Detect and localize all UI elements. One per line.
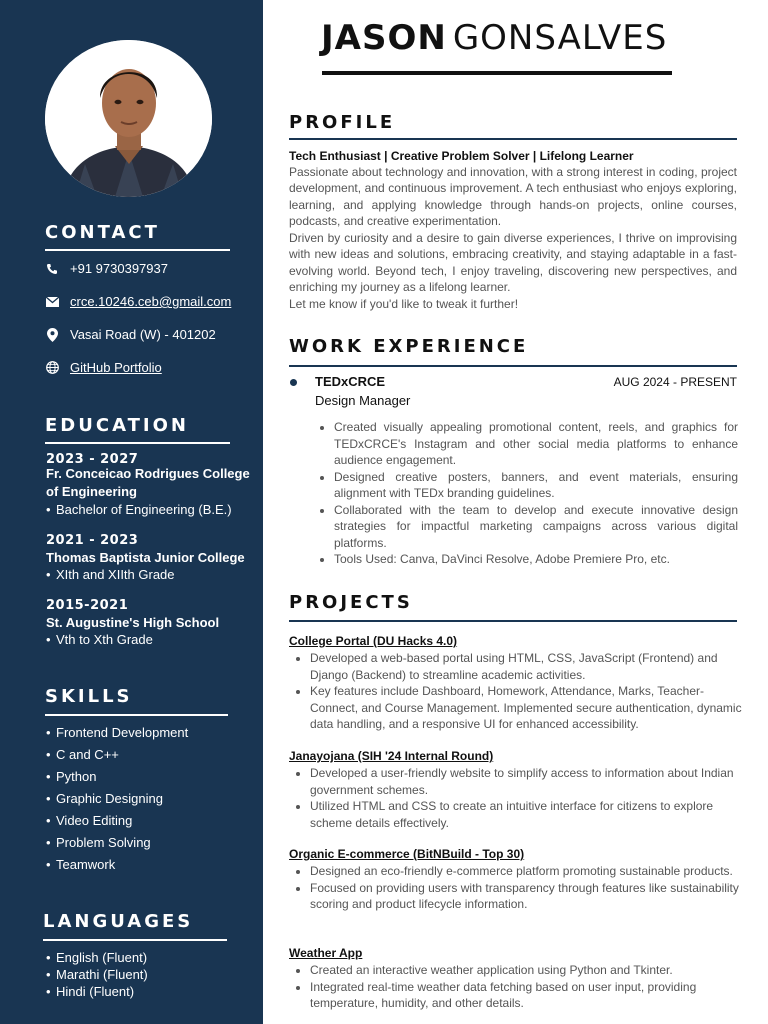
project-bullet: • Focused on providing users with transparency through features like sustainability scoring and product lifecycle information. xyxy=(310,880,749,913)
profile-photo-illustration xyxy=(45,40,212,197)
projects-divider xyxy=(289,620,737,622)
skill-item: • Graphic Designing xyxy=(46,788,188,810)
education-school: St. Augustine's High School xyxy=(46,615,220,630)
education-detail: • Bachelor of Engineering (B.E.) xyxy=(46,502,232,517)
project-bullets xyxy=(289,863,749,913)
last-name: GONSALVES xyxy=(452,18,668,58)
skill-item: • Teamwork xyxy=(46,854,188,876)
work-bullet: • Tools Used: Canva, DaVinci Resolve, Adobe Premiere Pro, etc. xyxy=(334,551,738,568)
skills-divider xyxy=(45,714,228,716)
address-text: Vasai Road (W) - 401202 xyxy=(70,327,216,342)
github-link[interactable]: GitHub Portfolio xyxy=(70,360,162,375)
name-underline xyxy=(322,71,672,75)
education-dates: 2015-2021 xyxy=(46,598,129,613)
education-school: Thomas Baptista Junior College xyxy=(46,550,245,565)
languages-heading: LANGUAGES xyxy=(43,911,194,932)
education-dates: 2021 - 2023 xyxy=(46,533,139,548)
profile-tagline: Tech Enthusiast | Creative Problem Solver | Lifelong Learner xyxy=(289,149,634,163)
phone-text: +91 9730397937 xyxy=(70,261,168,276)
education-dates: 2023 - 2027 xyxy=(46,452,139,467)
language-item: • Marathi (Fluent) xyxy=(46,966,148,983)
project-title: Organic E-commerce (BitNBuild - Top 30) xyxy=(289,847,525,861)
work-bullet: • Created visually appealing promotional content, reels, and graphics for TEDxCRCE's Instagram and other social media platforms to enhance audience engagement. xyxy=(334,419,738,469)
project-title: Weather App xyxy=(289,946,363,960)
skills-list xyxy=(46,722,188,876)
skill-item: • C and C++ xyxy=(46,744,188,766)
main-content xyxy=(263,0,768,1024)
profile-paragraph: Passionate about technology and innovation, with a strong interest in coding, project development, and continuous improvement. A tech enthusiast who enjoys exploring, learning, and applying knowledge through hands-on projects, online courses, podcasts, and creative experimentation. xyxy=(289,165,737,228)
skill-item: • Video Editing xyxy=(46,810,188,832)
contact-github[interactable] xyxy=(45,360,162,375)
candidate-name xyxy=(321,18,667,58)
timeline-dot xyxy=(290,379,297,386)
email-link[interactable]: crce.10246.ceb@gmail.com xyxy=(70,294,232,309)
skill-item: • Python xyxy=(46,766,188,788)
project-title: Janayojana (SIH '24 Internal Round) xyxy=(289,749,494,763)
language-item: • English (Fluent) xyxy=(46,949,148,966)
education-school: Fr. Conceicao Rodrigues College of Engineering xyxy=(46,466,250,499)
profile-divider xyxy=(289,138,737,140)
contact-email[interactable] xyxy=(45,294,231,309)
work-divider xyxy=(289,365,737,367)
project-bullet: • Developed a web-based portal using HTML, CSS, JavaScript (Frontend) and Django (Backend) to streamline academic activities. xyxy=(310,650,749,683)
work-bullet: • Designed creative posters, banners, and event materials, ensuring alignment with TEDx branding guidelines. xyxy=(334,469,738,502)
first-name: JASON xyxy=(321,18,447,58)
phone-icon xyxy=(45,262,59,276)
education-divider xyxy=(45,442,230,444)
skill-item: • Frontend Development xyxy=(46,722,188,744)
languages-list xyxy=(46,949,148,1000)
project-bullets xyxy=(289,765,749,831)
profile-heading: PROFILE xyxy=(289,112,396,133)
work-role: Design Manager xyxy=(315,393,411,408)
project-bullet: • Created an interactive weather application using Python and Tkinter. xyxy=(310,962,749,979)
globe-icon xyxy=(45,361,59,375)
work-dates: AUG 2024 - PRESENT xyxy=(613,375,737,389)
project-bullet: • Designed an eco-friendly e-commerce platform promoting sustainable products. xyxy=(310,863,749,880)
profile-photo xyxy=(45,40,212,197)
project-title: College Portal (DU Hacks 4.0) xyxy=(289,634,458,648)
education-detail: • Vth to Xth Grade xyxy=(46,632,153,647)
project-bullet: • Developed a user-friendly website to simplify access to information about Indian government schemes. xyxy=(310,765,749,798)
education-detail: • XIth and XIIth Grade xyxy=(46,567,175,582)
contact-address xyxy=(45,327,216,342)
project-bullet: • Integrated real-time weather data fetching based on user input, providing temperature, humidity, and other details. xyxy=(310,979,749,1012)
project-bullet: • Utilized HTML and CSS to create an intuitive interface for citizens to explore scheme details effectively. xyxy=(310,798,749,831)
project-bullets xyxy=(289,962,749,1012)
contact-phone xyxy=(45,261,168,276)
work-heading: WORK EXPERIENCE xyxy=(289,336,529,357)
project-bullet: • Key features include Dashboard, Homework, Attendance, Marks, Teacher-Connect, and Course Management. Implemented secure authentication, dynamic data handling, and a responsive UI for enhanced accessibility. xyxy=(310,683,749,733)
location-pin-icon xyxy=(45,328,59,342)
education-heading: EDUCATION xyxy=(45,415,189,436)
languages-divider xyxy=(43,939,227,941)
projects-heading: PROJECTS xyxy=(289,592,413,613)
skill-item: • Problem Solving xyxy=(46,832,188,854)
work-bullet: • Collaborated with the team to develop and execute innovative design strategies for impactful marketing campaigns across various digital platforms. xyxy=(334,502,738,552)
profile-paragraph: Driven by curiosity and a desire to gain diverse experiences, I thrive on improvising with new ideas and solutions, embracing creativity, and staying adaptable in a fast-evolving world. Beyond tech, I enjoy traveling, discovering new perspectives, and enriching my journey as a lifelong learner. xyxy=(289,231,737,294)
work-organization: TEDxCRCE xyxy=(315,374,386,389)
contact-divider xyxy=(45,249,230,251)
mail-icon xyxy=(45,295,59,309)
project-bullets xyxy=(289,650,749,733)
work-bullets xyxy=(315,419,738,568)
contact-heading: CONTACT xyxy=(45,222,160,243)
profile-paragraph: Let me know if you'd like to tweak it further! xyxy=(289,297,519,311)
skills-heading: SKILLS xyxy=(45,686,133,707)
sidebar xyxy=(0,0,263,1024)
language-item: • Hindi (Fluent) xyxy=(46,983,148,1000)
